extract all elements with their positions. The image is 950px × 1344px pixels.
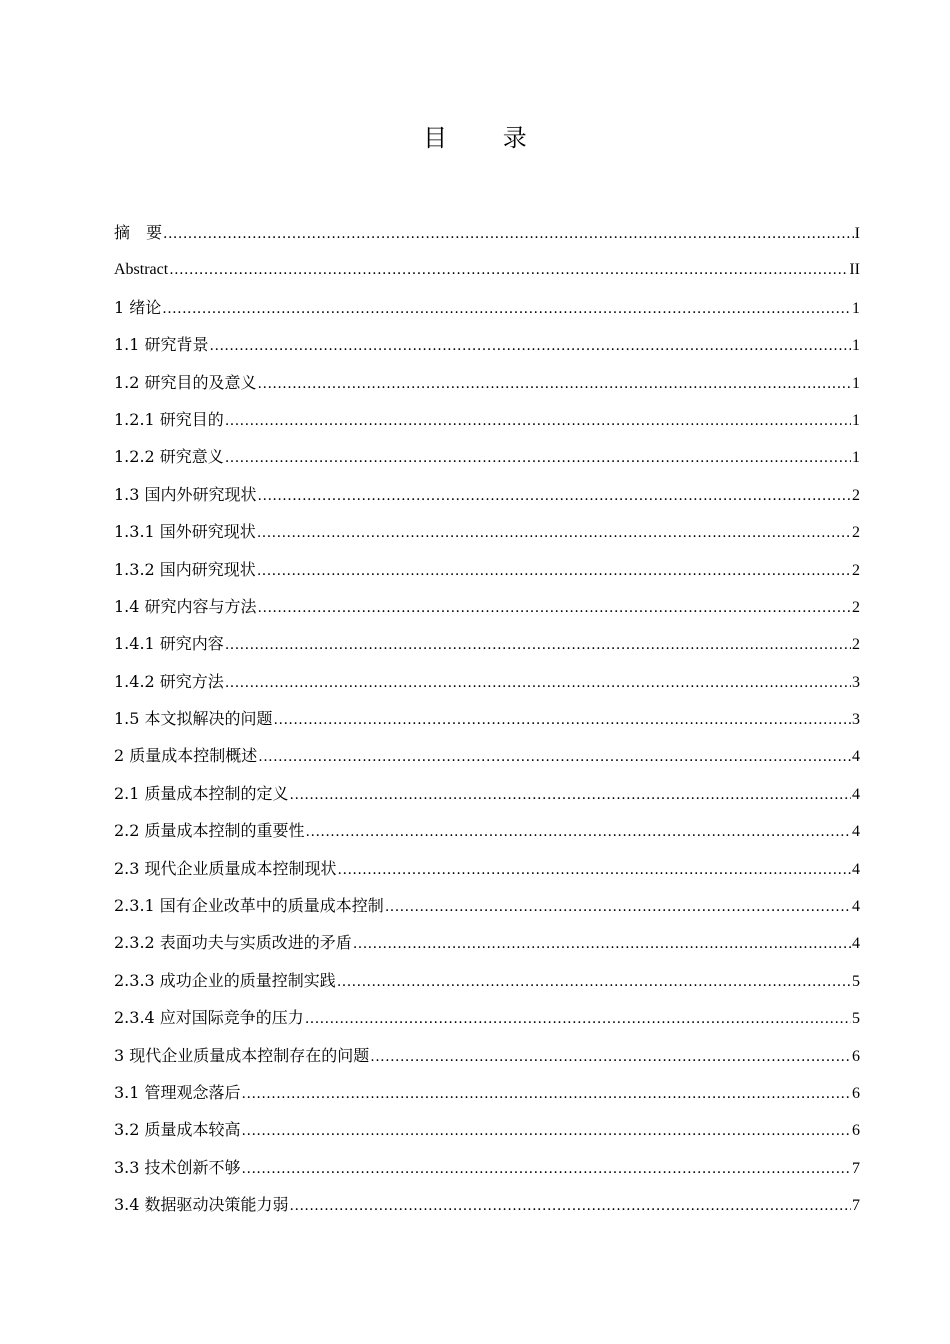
toc-entry-page: 6 xyxy=(852,1047,860,1065)
toc-entry[interactable] xyxy=(114,999,860,1036)
toc-leader-dots xyxy=(370,1039,851,1074)
toc-entry-label: 1.5 本文拟解决的问题 xyxy=(114,709,273,729)
toc-entry-label: 1.2.2 研究意义 xyxy=(114,447,224,467)
toc-leader-dots xyxy=(257,553,851,588)
toc-entry-page: II xyxy=(849,261,860,279)
toc-leader-dots xyxy=(242,1076,851,1111)
toc-leader-dots xyxy=(274,702,851,737)
toc-entry-label: 1.3 国内外研究现状 xyxy=(114,484,257,504)
toc-leader-dots xyxy=(257,515,851,550)
toc-entry-page: 7 xyxy=(852,1197,860,1215)
toc-entry-page: 5 xyxy=(852,1010,860,1028)
toc-entry-page: 7 xyxy=(852,1159,860,1177)
page-title: 目 录 xyxy=(423,124,551,152)
toc-entry-page: 5 xyxy=(852,972,860,990)
toc-entry[interactable] xyxy=(114,962,860,999)
toc-entry[interactable] xyxy=(114,476,860,513)
toc-entry-page: 2 xyxy=(852,598,860,616)
toc-leader-dots xyxy=(163,216,854,251)
toc-entry-label: 2.3 现代企业质量成本控制现状 xyxy=(114,858,337,878)
toc-entry-page: 4 xyxy=(852,748,860,766)
toc-leader-dots xyxy=(258,739,851,774)
toc-leader-dots xyxy=(242,1151,851,1186)
toc-entry-label: 3.4 数据驱动决策能力弱 xyxy=(114,1195,289,1215)
toc-entry[interactable] xyxy=(114,1149,860,1186)
toc-entry-label: 1.4.1 研究内容 xyxy=(114,634,224,654)
toc-entry-label: 1.1 研究背景 xyxy=(114,335,209,355)
toc-entry-label: 1.2 研究目的及意义 xyxy=(114,372,257,392)
toc-entry-label: 2.3.2 表面功夫与实质改进的矛盾 xyxy=(114,933,352,953)
toc-leader-dots xyxy=(258,366,851,401)
toc-entry-label: 1.3.1 国外研究现状 xyxy=(114,522,256,542)
toc-leader-dots xyxy=(258,590,851,625)
toc-entry-page: 2 xyxy=(852,486,860,504)
toc-entry-page: 1 xyxy=(852,411,860,429)
toc-entry[interactable] xyxy=(114,775,860,812)
toc-entry[interactable] xyxy=(114,737,860,774)
toc-entry[interactable] xyxy=(114,887,860,924)
toc-entry[interactable] xyxy=(114,924,860,961)
toc-entry-label: 2.3.1 国有企业改革中的质量成本控制 xyxy=(114,896,384,916)
toc-entry[interactable] xyxy=(114,551,860,588)
toc-entry-page: 1 xyxy=(852,449,860,467)
toc-entry-page: 1 xyxy=(852,374,860,392)
toc-entry-page: 2 xyxy=(852,636,860,654)
toc-entry-label: 1.2.1 研究目的 xyxy=(114,409,224,429)
toc-entry-label: 1.4.2 研究方法 xyxy=(114,671,224,691)
toc-entry[interactable] xyxy=(114,214,860,251)
toc-entry-page: 1 xyxy=(852,299,860,317)
toc-entry-page: 3 xyxy=(852,673,860,691)
toc-leader-dots xyxy=(225,440,851,475)
toc-entry-page: 3 xyxy=(852,711,860,729)
toc-entry-page: 4 xyxy=(852,785,860,803)
toc-entry[interactable] xyxy=(114,812,860,849)
toc-entry[interactable] xyxy=(114,326,860,363)
toc-entry[interactable] xyxy=(114,625,860,662)
toc-leader-dots xyxy=(338,852,851,887)
toc-entry-page: 6 xyxy=(852,1084,860,1102)
toc-leader-dots xyxy=(169,252,848,288)
toc-entry[interactable] xyxy=(114,663,860,700)
toc-entry[interactable] xyxy=(114,1074,860,1111)
toc-leader-dots xyxy=(162,291,851,326)
toc-entry-label: 1.4 研究内容与方法 xyxy=(114,596,257,616)
toc-leader-dots xyxy=(290,777,851,812)
toc-leader-dots xyxy=(305,1001,851,1036)
toc-leader-dots xyxy=(225,627,851,662)
toc-entry-label: 2.3.4 应对国际竞争的压力 xyxy=(114,1008,304,1028)
toc-entry[interactable] xyxy=(114,438,860,475)
toc-entry[interactable] xyxy=(114,289,860,326)
toc-entry-label: 2.2 质量成本控制的重要性 xyxy=(114,821,305,841)
toc-entry[interactable] xyxy=(114,588,860,625)
toc-entry-label: 3 现代企业质量成本控制存在的问题 xyxy=(114,1045,370,1065)
toc-leader-dots xyxy=(290,1188,851,1223)
toc-entry-label: Abstract xyxy=(114,261,169,279)
toc-leader-dots xyxy=(353,926,851,961)
toc-entry[interactable] xyxy=(114,1186,860,1223)
toc-entry[interactable] xyxy=(114,513,860,550)
toc-entry[interactable] xyxy=(114,1111,860,1148)
toc-leader-dots xyxy=(385,889,851,924)
toc-entry[interactable] xyxy=(114,364,860,401)
toc-entry-page: 1 xyxy=(852,337,860,355)
toc-entry[interactable] xyxy=(114,251,860,288)
toc-leader-dots xyxy=(225,403,851,438)
toc-entry-label: 2.1 质量成本控制的定义 xyxy=(114,783,289,803)
toc-entry-label: 2.3.3 成功企业的质量控制实践 xyxy=(114,970,336,990)
toc-entry-page: 4 xyxy=(852,860,860,878)
toc-entry[interactable] xyxy=(114,401,860,438)
toc-leader-dots xyxy=(258,478,851,513)
toc-entry[interactable] xyxy=(114,1037,860,1074)
toc-leader-dots xyxy=(306,814,851,849)
toc-leader-dots xyxy=(242,1113,851,1148)
toc-leader-dots xyxy=(210,328,851,363)
toc-entry-label: 1 绪论 xyxy=(114,297,162,317)
toc-entry-label: 2 质量成本控制概述 xyxy=(114,746,258,766)
toc-entry-page: 4 xyxy=(852,898,860,916)
toc-entry-page: 6 xyxy=(852,1122,860,1140)
toc-entry-page: 4 xyxy=(852,935,860,953)
toc-entry[interactable] xyxy=(114,850,860,887)
toc-entry-page: 2 xyxy=(852,524,860,542)
table-of-contents xyxy=(114,214,860,1224)
toc-entry[interactable] xyxy=(114,700,860,737)
toc-entry-label: 3.1 管理观念落后 xyxy=(114,1082,241,1102)
toc-entry-label: 3.2 质量成本较高 xyxy=(114,1120,241,1140)
toc-leader-dots xyxy=(225,665,851,700)
toc-entry-label: 1.3.2 国内研究现状 xyxy=(114,559,256,579)
toc-leader-dots xyxy=(337,964,851,999)
toc-entry-page: I xyxy=(854,225,860,242)
toc-entry-label: 3.3 技术创新不够 xyxy=(114,1157,241,1177)
toc-entry-page: 4 xyxy=(852,823,860,841)
toc-entry-page: 2 xyxy=(852,561,860,579)
toc-entry-label: 摘 要 xyxy=(114,223,163,242)
